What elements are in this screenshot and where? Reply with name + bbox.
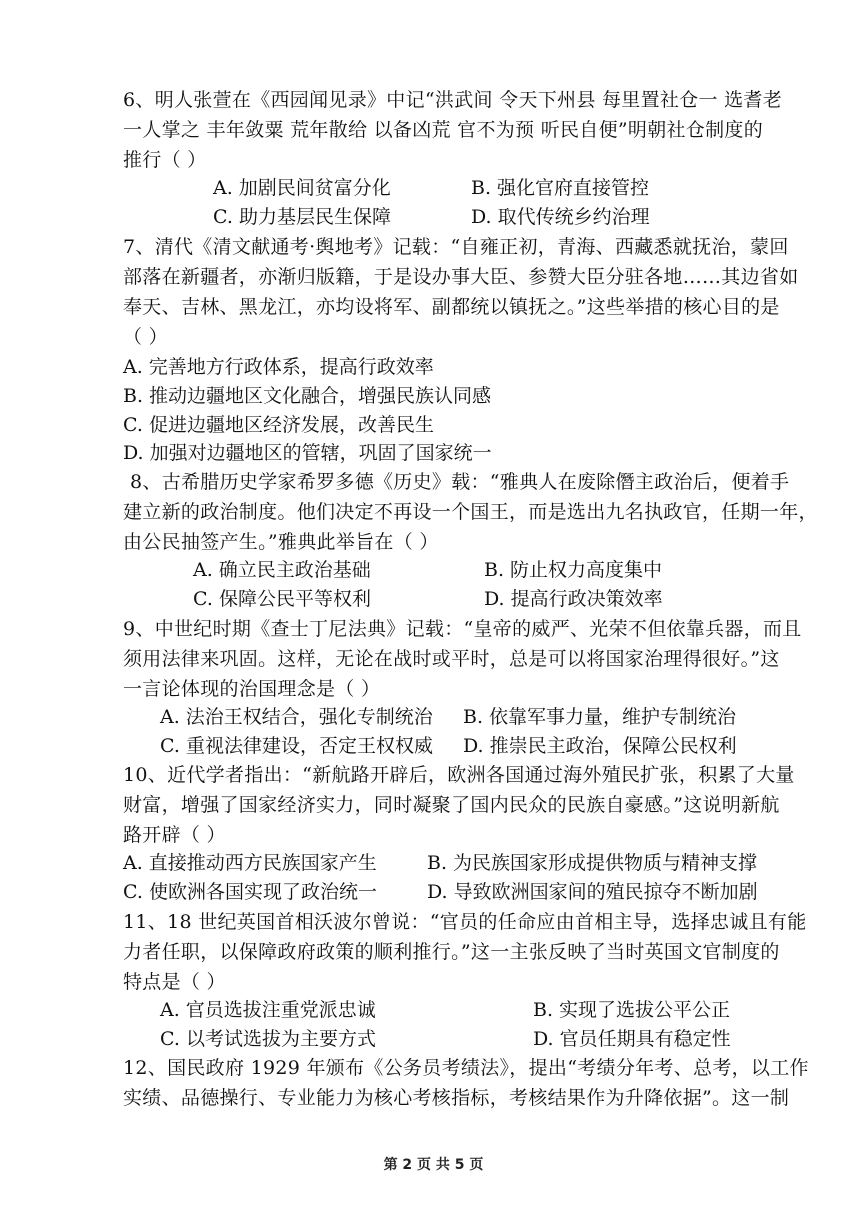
q7-line-1: 7、清代《清文献通考·舆地考》记载：“自雍正初，青海、西藏悉就抚治，蒙回	[123, 236, 789, 258]
q8-line-2: 建立新的政治制度。他们决定不再设一个国王，而是选出九名执政官，任期一年，	[123, 501, 818, 523]
q10-line-1: 10、近代学者指出：“新航路开辟后，欧洲各国通过海外殖民扩张，积累了大量	[123, 764, 795, 786]
q6-line-3: 推行（ ）	[123, 149, 207, 171]
q9-option-c[interactable]: C. 重视法律建设，否定王权权威	[160, 735, 433, 757]
q8-line-3: 由公民抽签产生。”雅典此举旨在（ ）	[123, 531, 439, 553]
q8-line-1: 8、古希腊历史学家希罗多德《历史》载：“雅典人在废除僭主政治后，便着手	[130, 471, 790, 493]
q11-option-c[interactable]: C. 以考试选拔为主要方式	[160, 1028, 376, 1050]
q7-line-3: 奉天、吉林、黑龙江，亦均设将军、副都统以镇抚之。”这些举措的核心目的是	[123, 296, 780, 318]
page-number-footer: 第 2 页 共 5 页	[383, 1157, 484, 1173]
q7-option-d[interactable]: D. 加强对边疆地区的管辖，巩固了国家统一	[123, 442, 492, 464]
q7-option-c[interactable]: C. 促进边疆地区经济发展，改善民生	[123, 414, 434, 436]
q6-option-a[interactable]: A. 加剧民间贫富分化	[213, 177, 391, 199]
q10-line-3: 路开辟（ ）	[123, 824, 226, 846]
q6-option-b[interactable]: B. 强化官府直接管控	[471, 177, 650, 199]
q10-option-a[interactable]: A. 直接推动西方民族国家产生	[123, 852, 377, 874]
q11-line-1: 11、18 世纪英国首相沃波尔曾说：“官员的任命应由首相主导，选择忠诚且有能	[123, 911, 807, 933]
q8-option-d[interactable]: D. 提高行政决策效率	[484, 588, 663, 610]
q11-option-b[interactable]: B. 实现了选拔公平公正	[533, 999, 731, 1021]
q9-option-a[interactable]: A. 法治王权结合，强化专制统治	[160, 706, 433, 728]
q8-option-a[interactable]: A. 确立民主政治基础	[193, 559, 371, 581]
q11-option-d[interactable]: D. 官员任期具有稳定性	[533, 1028, 731, 1050]
q8-option-c[interactable]: C. 保障公民平等权利	[193, 588, 371, 610]
q10-option-b[interactable]: B. 为民族国家形成提供物质与精神支撑	[427, 852, 758, 874]
q11-option-a[interactable]: A. 官员选拔注重党派忠诚	[160, 999, 376, 1021]
q11-line-3: 特点是（ ）	[123, 971, 226, 993]
q9-line-1: 9、中世纪时期《查士丁尼法典》记载：“皇帝的威严、光荣不但依靠兵器，而且	[123, 618, 802, 640]
q9-line-2: 须用法律来巩固。这样，无论在战时或平时，总是可以将国家治理得很好。”这	[123, 648, 780, 670]
q9-option-b[interactable]: B. 依靠军事力量，维护专制统治	[463, 706, 737, 728]
q12-line-1: 12、国民政府 1929 年颁布《公务员考绩法》，提出“考绩分年考、总考，以工作	[123, 1057, 809, 1079]
q10-option-c[interactable]: C. 使欧洲各国实现了政治统一	[123, 881, 377, 903]
q8-option-b[interactable]: B. 防止权力高度集中	[484, 559, 663, 581]
q7-line-2: 部落在新疆者，亦渐归版籍，于是设办事大臣、参赞大臣分驻各地……其边省如	[123, 266, 799, 288]
q9-option-d[interactable]: D. 推崇民主政治，保障公民权利	[463, 735, 737, 757]
q12-line-2: 实绩、品德操行、专业能力为核心考核指标，考核结果作为升降依据”。这一制	[123, 1087, 790, 1109]
q11-line-2: 力者任职，以保障政府政策的顺利推行。”这一主张反映了当时英国文官制度的	[123, 941, 780, 963]
q10-option-d[interactable]: D. 导致欧洲国家间的殖民掠夺不断加剧	[427, 881, 758, 903]
q7-line-4: （ ）	[123, 326, 168, 348]
q6-option-c[interactable]: C. 助力基层民生保障	[213, 206, 391, 228]
q10-line-2: 财富，增强了国家经济实力，同时凝聚了国内民众的民族自豪感。”这说明新航	[123, 794, 780, 816]
q9-line-3: 一言论体现的治国理念是（ ）	[123, 678, 381, 700]
q6-option-d[interactable]: D. 取代传统乡约治理	[471, 206, 650, 228]
q7-option-a[interactable]: A. 完善地方行政体系，提高行政效率	[123, 356, 434, 378]
q6-line-2: 一人掌之 丰年敛粟 荒年散给 以备凶荒 官不为预 听民自便”明朝社仓制度的	[123, 119, 764, 141]
q6-line-1: 6、明人张萱在《西园闻见录》中记“洪武间 令天下州县 每里置社仓一 选耆老	[123, 89, 783, 111]
q7-option-b[interactable]: B. 推动边疆地区文化融合，增强民族认同感	[123, 385, 492, 407]
